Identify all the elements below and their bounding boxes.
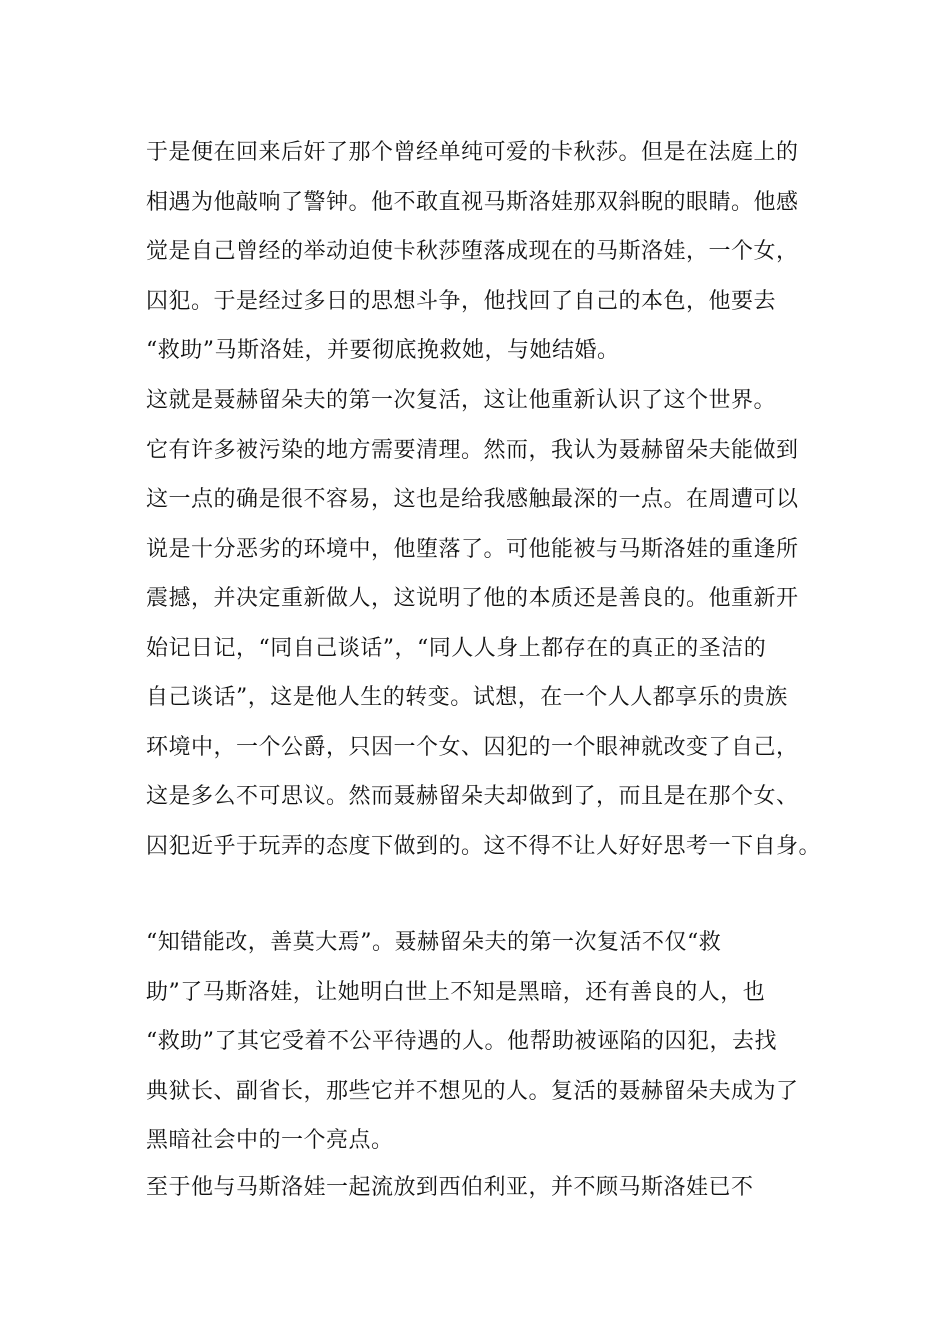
paragraph-1: 于是便在回来后奸了那个曾经单纯可爱的卡秋莎。但是在法庭上的 相遇为他敲响了警钟。他不敢直视马斯洛娃那双斜睨的眼睛。他感 觉是自己曾经的举动迫使卡秋莎堕落成现在的马斯洛娃，一个女， 囚犯。于是经过多日的思想斗争，他找回了自己的本色，他要去 “救助”马斯洛娃，并要彻底挽救她，与她结婚。	[146, 140, 799, 363]
paragraph-2: 这就是聂赫留朵夫的第一次复活，这让他重新认识了这个世界。 它有许多被污染的地方需要清理。然而，我认为聂赫留朵夫能做到 这一点的确是很不容易，这也是给我感触最深的一点。在周遭可以 说是十分恶劣的环境中，他堕落了。可他能被与马斯洛娃的重逢所 震撼，并决定重新做人，这说明了他的本质还是善良的。他重新开 始记日记，“同自己谈话”，“同人人身上都存在的真正的圣洁的 自己谈话”，这是他人生的转变。试想，在一个人人都享乐的贵族 环境中，一个公爵，只因一个女、囚犯的一个眼神就改变了自己， 这是多么不可思议。然而聂赫留朵夫却做到了，而且是在那个女、 囚犯近乎于玩弄的态度下做到的。这不得不让人好好思考一下自身。	[146, 388, 822, 859]
paragraph-4: 至于他与马斯洛娃一起流放到西伯利亚，并不顾马斯洛娃已不	[146, 1175, 754, 1200]
paragraph-3: “知错能改，善莫大焉”。聂赫留朵夫的第一次复活不仅“救 助”了马斯洛娃，让她明白世上不知是黑暗，还有善良的人，也 “救助”了其它受着不公平待遇的人。他帮助被诬陷的囚犯，去找 典狱长、副省长，那些它并不想见的人。复活的聂赫留朵夫成为了 黑暗社会中的一个亮点。	[146, 930, 799, 1153]
